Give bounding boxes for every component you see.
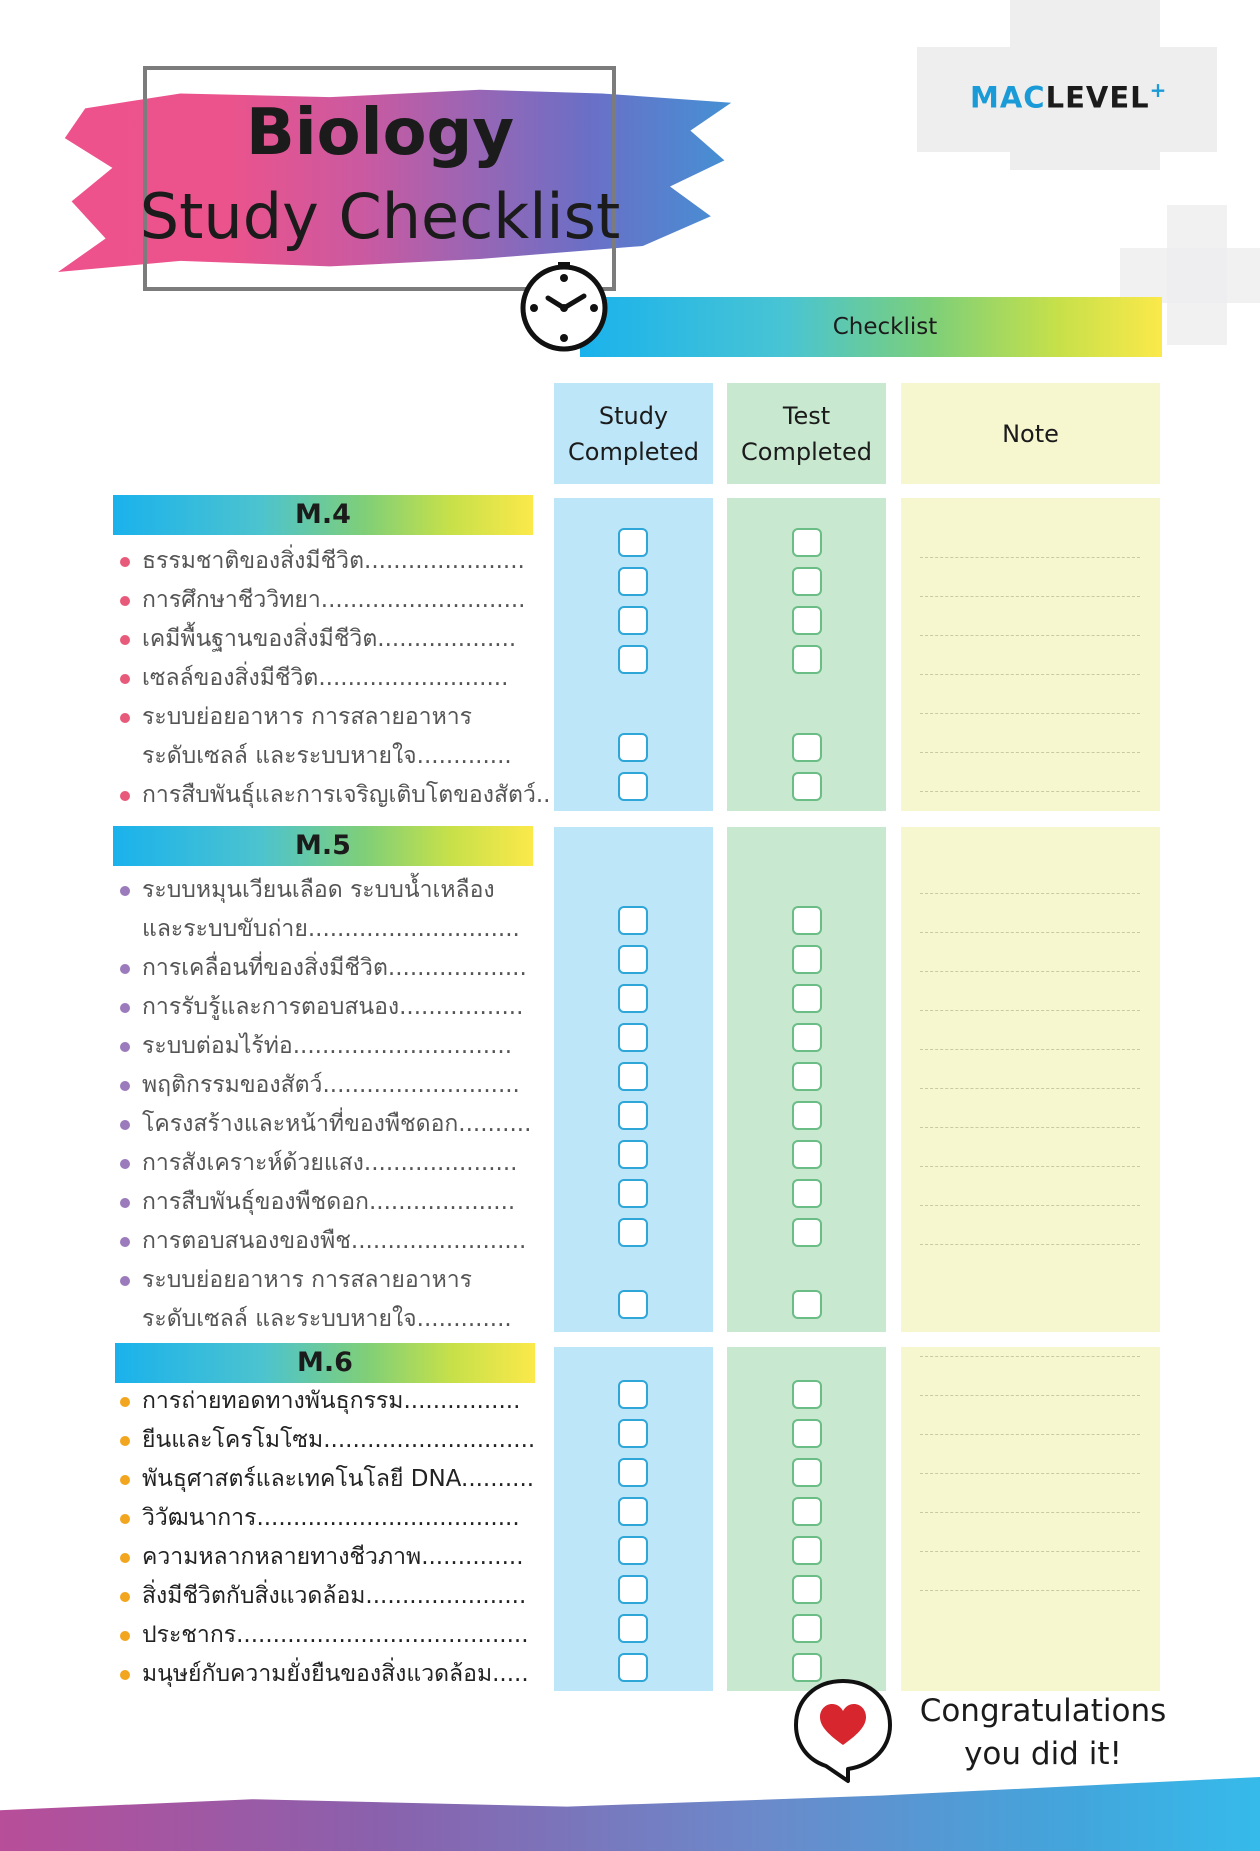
bullet-dot <box>120 1592 130 1602</box>
bullet-dot <box>120 1276 130 1286</box>
note-header <box>901 383 1160 484</box>
item-label: การสืบพันธุ์และการเจริญเติบโตของสัตว์.. <box>142 782 551 808</box>
bullet-dot <box>120 596 130 606</box>
decorative-plus-shape <box>1120 248 1260 303</box>
test-checkbox[interactable] <box>792 1101 822 1130</box>
study-checkbox[interactable] <box>618 1497 648 1526</box>
item-label: ระบบต่อมไร้ท่อ.............................. <box>142 1033 513 1059</box>
study-checkbox[interactable] <box>618 733 648 762</box>
note-line[interactable] <box>920 932 1140 933</box>
test-checkbox[interactable] <box>792 528 822 557</box>
test-checkbox[interactable] <box>792 772 822 801</box>
study-checkbox[interactable] <box>618 1218 648 1247</box>
test-checkbox[interactable] <box>792 1140 822 1169</box>
note-line[interactable] <box>920 1473 1140 1474</box>
study-checkbox[interactable] <box>618 1023 648 1052</box>
section-heading-m5: M.5 <box>113 826 533 866</box>
test-checkbox[interactable] <box>792 1023 822 1052</box>
item-label: พฤติกรรมของสัตว์........................... <box>142 1072 520 1098</box>
test-completed-header <box>727 383 886 484</box>
note-line[interactable] <box>920 1127 1140 1128</box>
bullet-dot <box>120 1475 130 1485</box>
bullet-dot <box>120 1198 130 1208</box>
item-label: เคมีพื้นฐานของสิ่งมีชีวิต................... <box>142 626 517 652</box>
study-checkbox[interactable] <box>618 984 648 1013</box>
note-line[interactable] <box>920 635 1140 636</box>
test-checkbox[interactable] <box>792 1218 822 1247</box>
item-label: มนุษย์กับความยั่งยืนของสิ่งแวดล้อม..... <box>142 1661 529 1687</box>
item-label: ระบบย่อยอาหาร การสลายอาหาร <box>142 704 473 730</box>
logo-plus: + <box>1149 78 1168 102</box>
note-line[interactable] <box>920 674 1140 675</box>
study-checkbox[interactable] <box>618 1101 648 1130</box>
bullet-dot <box>120 1237 130 1247</box>
bottom-watercolor-band <box>0 1777 1260 1851</box>
item-label: ธรรมชาติของสิ่งมีชีวิต...................... <box>142 548 525 574</box>
logo-prefix: MAC <box>970 80 1046 115</box>
item-label: ระดับเซลล์ และระบบหายใจ............. <box>142 743 512 769</box>
study-checkbox[interactable] <box>618 1419 648 1448</box>
study-checkbox[interactable] <box>618 645 648 674</box>
study-checkbox[interactable] <box>618 1062 648 1091</box>
test-checkbox[interactable] <box>792 1575 822 1604</box>
test-checkbox[interactable] <box>792 906 822 935</box>
logo-suffix: LEVEL <box>1045 80 1150 115</box>
item-label: ระดับเซลล์ และระบบหายใจ............. <box>142 1306 512 1332</box>
item-label: เซลล์ของสิ่งมีชีวิต.......................... <box>142 665 509 691</box>
bullet-dot <box>120 1631 130 1641</box>
item-label: สิ่งมีชีวิตกับสิ่งแวดล้อม...................... <box>142 1583 527 1609</box>
item-label: การรับรู้และการตอบสนอง................. <box>142 994 524 1020</box>
bullet-dot <box>120 1397 130 1407</box>
bullet-dot <box>120 1553 130 1563</box>
test-checkbox[interactable] <box>792 1062 822 1091</box>
test-checkbox[interactable] <box>792 945 822 974</box>
brand-logo <box>970 78 1167 115</box>
note-line[interactable] <box>920 1166 1140 1167</box>
bullet-dot <box>120 1436 130 1446</box>
test-checkbox[interactable] <box>792 1380 822 1409</box>
note-line[interactable] <box>920 893 1140 894</box>
test-header-line2: Completed <box>741 437 872 466</box>
test-checkbox[interactable] <box>792 733 822 762</box>
bullet-dot <box>120 1159 130 1169</box>
bullet-dot <box>120 635 130 645</box>
study-completed-header <box>554 383 713 484</box>
study-header-line2: Completed <box>568 437 699 466</box>
note-line[interactable] <box>920 596 1140 597</box>
item-label: ยีนและโครโมโซม............................. <box>142 1427 536 1453</box>
item-label: ประชากร........................................ <box>142 1622 529 1648</box>
item-label: การถ่ายทอดทางพันธุกรรม................ <box>142 1388 521 1414</box>
bullet-dot <box>120 557 130 567</box>
note-line[interactable] <box>920 1356 1140 1357</box>
note-line[interactable] <box>920 1434 1140 1435</box>
bullet-dot <box>120 964 130 974</box>
study-checkbox[interactable] <box>618 772 648 801</box>
test-checkbox[interactable] <box>792 1290 822 1319</box>
note-header-label: Note <box>1002 419 1059 448</box>
bullet-dot <box>120 1514 130 1524</box>
heart-speech-bubble-icon <box>790 1675 896 1785</box>
study-checkbox[interactable] <box>618 906 648 935</box>
note-line[interactable] <box>920 1205 1140 1206</box>
test-checkbox[interactable] <box>792 606 822 635</box>
m6-note-column <box>901 1347 1160 1691</box>
m5-note-column <box>901 827 1160 1332</box>
bullet-dot <box>120 1003 130 1013</box>
note-line[interactable] <box>920 1010 1140 1011</box>
test-checkbox[interactable] <box>792 1419 822 1448</box>
item-label: ระบบหมุนเวียนเลือด ระบบน้ำเหลือง <box>142 877 495 903</box>
bullet-dot <box>120 1120 130 1130</box>
bullet-dot <box>120 1042 130 1052</box>
study-checkbox[interactable] <box>618 528 648 557</box>
note-line[interactable] <box>920 713 1140 714</box>
page-title: Biology <box>245 96 515 170</box>
test-checkbox[interactable] <box>792 1614 822 1643</box>
study-checkbox[interactable] <box>618 945 648 974</box>
note-line[interactable] <box>920 1590 1140 1591</box>
bullet-dot <box>120 791 130 801</box>
item-label: การสืบพันธุ์ของพืชดอก.................... <box>142 1189 516 1215</box>
study-checkbox[interactable] <box>618 1614 648 1643</box>
item-label: ความหลากหลายทางชีวภาพ.............. <box>142 1544 524 1570</box>
note-line[interactable] <box>920 791 1140 792</box>
test-checkbox[interactable] <box>792 984 822 1013</box>
item-label: การสังเคราะห์ด้วยแสง..................... <box>142 1150 518 1176</box>
note-line[interactable] <box>920 557 1140 558</box>
bullet-dot <box>120 1081 130 1091</box>
item-label: การตอบสนองของพืช........................ <box>142 1228 527 1254</box>
test-checkbox[interactable] <box>792 645 822 674</box>
note-line[interactable] <box>920 1512 1140 1513</box>
congratulations-message <box>918 1690 1168 1776</box>
study-header-line1: Study <box>598 401 669 430</box>
test-checkbox[interactable] <box>792 1536 822 1565</box>
test-header-line1: Test <box>782 401 831 430</box>
study-checkbox[interactable] <box>618 606 648 635</box>
item-label: วิวัฒนาการ.................................... <box>142 1505 520 1531</box>
note-line[interactable] <box>920 1088 1140 1089</box>
note-line[interactable] <box>920 1049 1140 1050</box>
test-checkbox[interactable] <box>792 1458 822 1487</box>
bullet-dot <box>120 674 130 684</box>
section-heading-m6: M.6 <box>115 1343 535 1383</box>
study-checkbox[interactable] <box>618 1575 648 1604</box>
note-line[interactable] <box>920 1244 1140 1245</box>
note-line[interactable] <box>920 752 1140 753</box>
test-checkbox[interactable] <box>792 567 822 596</box>
study-checkbox[interactable] <box>618 1179 648 1208</box>
clock-icon <box>518 262 610 354</box>
study-checkbox[interactable] <box>618 1140 648 1169</box>
bullet-dot <box>120 886 130 896</box>
checklist-label: Checklist <box>832 314 938 340</box>
item-label: และระบบขับถ่าย............................. <box>142 916 520 942</box>
item-label: ระบบย่อยอาหาร การสลายอาหาร <box>142 1267 473 1293</box>
m4-note-column <box>901 498 1160 811</box>
page-subtitle: Study Checklist <box>139 180 621 253</box>
study-checkbox[interactable] <box>618 567 648 596</box>
item-label: การเคลื่อนที่ของสิ่งมีชีวิต................... <box>142 955 527 981</box>
bullet-dot <box>120 713 130 723</box>
study-checkbox[interactable] <box>618 1290 648 1319</box>
study-checkbox[interactable] <box>618 1380 648 1409</box>
study-checkbox[interactable] <box>618 1458 648 1487</box>
item-label: โครงสร้างและหน้าที่ของพืชดอก.......... <box>142 1111 532 1137</box>
study-checkbox[interactable] <box>618 1536 648 1565</box>
congrats-line1: Congratulations <box>919 1693 1167 1729</box>
section-heading-m4: M.4 <box>113 495 533 535</box>
note-line[interactable] <box>920 971 1140 972</box>
test-checkbox[interactable] <box>792 1179 822 1208</box>
item-label: พันธุศาสตร์และเทคโนโลยี DNA.......... <box>142 1466 535 1492</box>
note-line[interactable] <box>920 1551 1140 1552</box>
study-checkbox[interactable] <box>618 1653 648 1682</box>
bullet-dot <box>120 1670 130 1680</box>
congrats-line2: you did it! <box>964 1736 1122 1772</box>
test-checkbox[interactable] <box>792 1497 822 1526</box>
item-label: การศึกษาชีววิทยา............................ <box>142 587 526 613</box>
note-line[interactable] <box>920 1395 1140 1396</box>
